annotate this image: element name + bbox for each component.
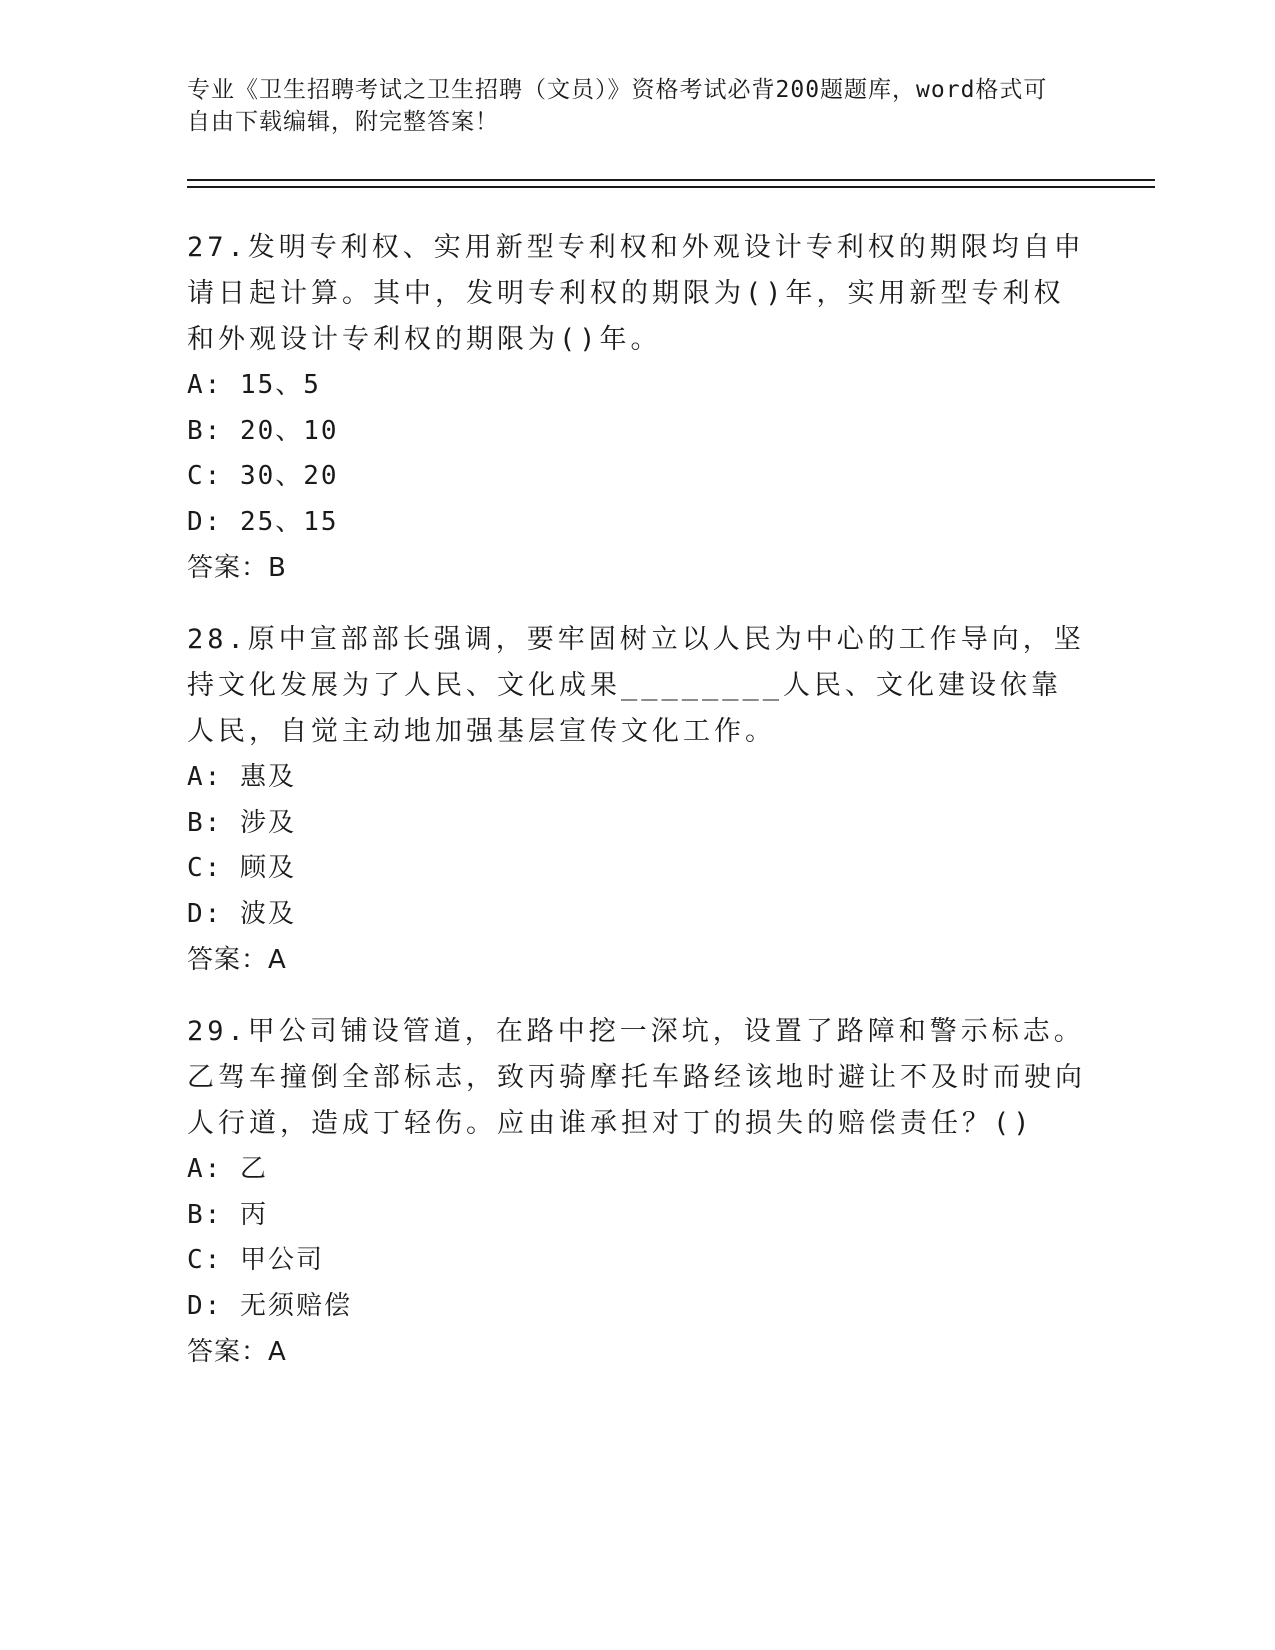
question-stem: 28.原中宣部部长强调，要牢固树立以人民为中心的工作导向，坚持文化发展为了人民、文化成果________人民、文化建设依靠人民，自觉主动地加强基层宣传文化工作。 bbox=[187, 624, 1085, 747]
option-c: C: 甲公司 bbox=[187, 1245, 324, 1275]
option-b: B: 20、10 bbox=[187, 415, 339, 446]
option-c: C: 30、20 bbox=[187, 461, 339, 491]
option-a: A: 15、5 bbox=[187, 370, 321, 400]
option-d: D: 无须赔偿 bbox=[187, 1290, 352, 1321]
answer-line: 答案：B bbox=[187, 553, 287, 583]
option-b: B: 涉及 bbox=[187, 807, 296, 838]
option-a: A: 乙 bbox=[187, 1154, 268, 1184]
question-29 bbox=[187, 1009, 1087, 1375]
option-d: D: 25、15 bbox=[187, 506, 339, 537]
answer-line: 答案：A bbox=[187, 945, 287, 975]
option-d: D: 波及 bbox=[187, 898, 296, 929]
question-27 bbox=[187, 225, 1087, 591]
document-header: 专业《卫生招聘考试之卫生招聘（文员）》资格考试必背200题题库，word格式可自由下载编辑，附完整答案！ bbox=[187, 77, 1048, 135]
question-stem: 29.甲公司铺设管道，在路中挖一深坑，设置了路障和警示标志。乙驾车撞倒全部标志，致丙骑摩托车路经该地时避让不及时而驶向人行道，造成丁轻伤。应由谁承担对丁的损失的赔偿责任？() bbox=[187, 1016, 1086, 1139]
option-a: A: 惠及 bbox=[187, 762, 296, 792]
header-divider bbox=[187, 179, 1155, 188]
option-b: B: 丙 bbox=[187, 1199, 268, 1230]
answer-line: 答案：A bbox=[187, 1337, 287, 1367]
option-c: C: 顾及 bbox=[187, 853, 296, 883]
question-stem: 27.发明专利权、实用新型专利权和外观设计专利权的期限均自申请日起计算。其中，发明专利权的期限为()年，实用新型专利权和外观设计专利权的期限为()年。 bbox=[187, 232, 1085, 355]
question-28 bbox=[187, 617, 1087, 983]
